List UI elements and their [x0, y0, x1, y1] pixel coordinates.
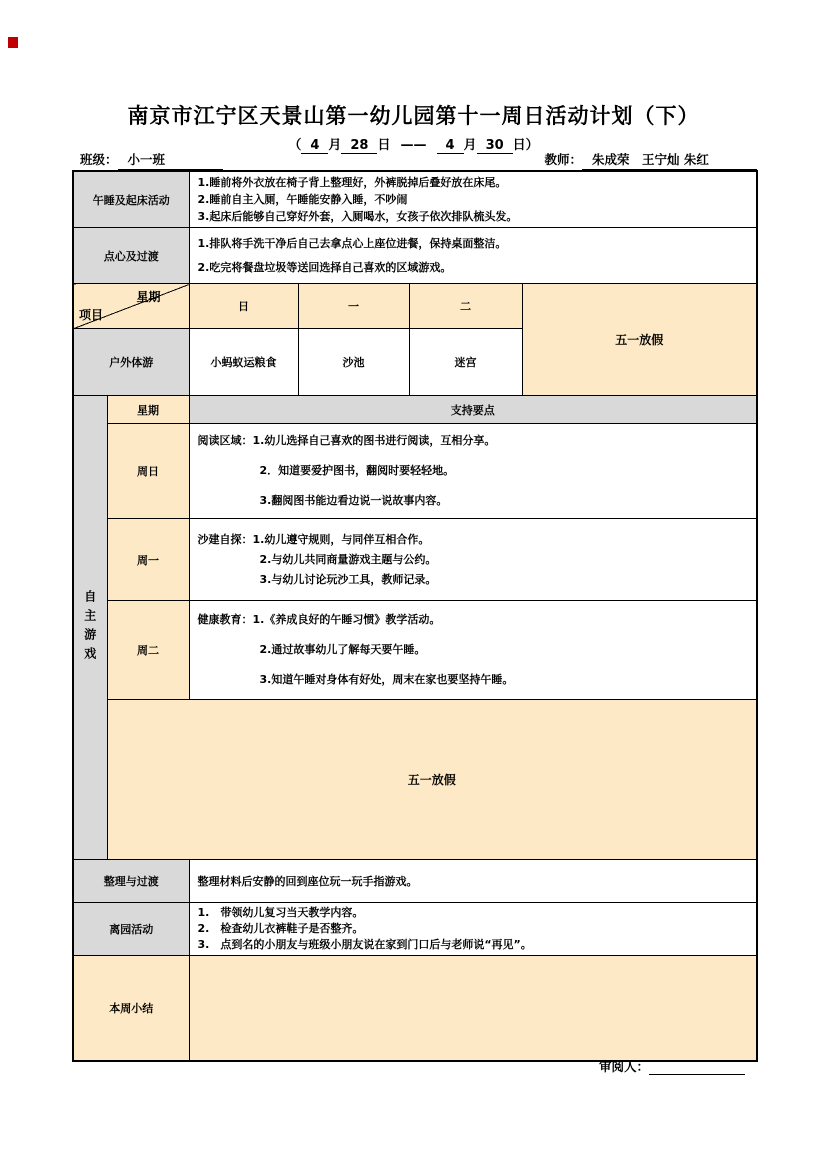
table-row: [73, 424, 757, 519]
class-value: 小一班: [118, 150, 223, 170]
tuesday-line: 2.通过故事幼儿了解每天要午睡。: [259, 643, 426, 656]
info-row: [80, 150, 757, 170]
leave-content: [189, 903, 757, 956]
tidy-content: [189, 860, 757, 903]
corner-item-label: 项目: [79, 308, 104, 322]
month2-value: 4: [437, 138, 464, 154]
month1-label: 月: [328, 138, 342, 153]
teacher-field: [544, 150, 757, 170]
month1-value: 4: [301, 138, 328, 154]
table-row: [73, 700, 757, 860]
holiday-cell-top: 五一放假: [522, 284, 757, 396]
leave-line: 1. 带领幼儿复习当天教学内容。: [197, 906, 364, 919]
tuesday-content: [189, 601, 757, 700]
leave-line: 2. 检查幼儿衣裤鞋子是否整齐。: [197, 922, 364, 935]
summary-content: [189, 956, 757, 1061]
monday-line: 沙建自探：1.幼儿遵守规则，与同伴互相合作。: [197, 532, 430, 546]
day2-value: 30: [477, 138, 513, 154]
nap-line: 1.睡前将外衣放在椅子背上整理好，外裤脱掉后叠好放在床尾。: [197, 176, 507, 189]
day1-label: 日: [377, 138, 391, 153]
tuesday-line: 健康教育：1.《养成良好的午睡习惯》教学活动。: [197, 613, 441, 626]
page-title: 南京市江宁区天景山第一幼儿园第十一周日活动计划（下）: [127, 104, 700, 128]
day-header-sun: 日: [189, 284, 298, 329]
outdoor-activity-sun: 小蚂蚁运粮食: [189, 329, 298, 396]
nap-label: 午睡及起床活动: [73, 171, 189, 228]
reviewer-label: 审阅人：: [599, 1059, 650, 1074]
sunday-line: 2．知道要爱护图书，翻阅时要轻轻地。: [259, 464, 455, 477]
month2-label: 月: [463, 138, 477, 153]
monday-line: 3.与幼儿讨论玩沙工具，教师记录。: [259, 572, 437, 586]
nap-line: 3.起床后能够自己穿好外套，入厕喝水，女孩子依次排队梳头发。: [197, 210, 518, 223]
autonomous-vertical-label: [73, 396, 107, 860]
monday-content: [189, 519, 757, 601]
holiday-cell-big: 五一放假: [107, 700, 757, 860]
table-row: [73, 171, 757, 228]
day-header-mon: 一: [298, 284, 409, 329]
outdoor-label: 户外体游: [73, 329, 189, 396]
sunday-label: 周日: [107, 424, 189, 519]
table-row: [73, 601, 757, 700]
day-header-tue: 二: [409, 284, 522, 329]
tidy-line: 整理材料后安静的回到座位玩一玩手指游戏。: [197, 874, 418, 888]
class-field: [80, 150, 223, 170]
day2-label: 日）: [512, 138, 539, 153]
table-row: [73, 860, 757, 903]
diagonal-header-cell: [73, 284, 189, 329]
sunday-line: 阅读区域：1.幼儿选择自己喜欢的图书进行阅读，互相分享。: [197, 434, 496, 447]
sunday-line: 3.翻阅图书能边看边说一说故事内容。: [259, 494, 448, 507]
summary-label: 本周小结: [73, 956, 189, 1061]
teacher-label: 教师：: [544, 152, 582, 167]
activity-plan-table: [72, 170, 758, 1062]
teacher-value: 朱成荣 王宁灿 朱红: [582, 150, 757, 170]
snack-line: 2.吃完将餐盘垃圾等送回选择自己喜欢的区域游戏。: [197, 260, 452, 274]
monday-label: 周一: [107, 519, 189, 601]
snack-label: 点心及过渡: [73, 228, 189, 284]
snack-line: 1.排队将手洗干净后自己去拿点心上座位进餐，保持桌面整洁。: [197, 236, 507, 250]
table-row: [73, 956, 757, 1061]
monday-line: 2.与幼儿共同商量游戏主题与公约。: [259, 552, 437, 566]
nap-line: 2.睡前自主入厕，午睡能安静入睡，不吵闹: [197, 193, 408, 206]
corner-week-label: 星期: [136, 290, 161, 304]
table-row: [73, 519, 757, 601]
red-marker: [8, 37, 18, 48]
table-row: [73, 903, 757, 956]
week-header: 星期: [107, 396, 189, 424]
table-row: [73, 228, 757, 284]
tuesday-label: 周二: [107, 601, 189, 700]
table-row: [73, 284, 757, 329]
reviewer-blank-line: [649, 1062, 745, 1075]
sunday-content: [189, 424, 757, 519]
paren-open: （: [288, 138, 302, 153]
leave-line: 3. 点到名的小朋友与班级小朋友说在家到门口后与老师说“再见”。: [197, 938, 532, 951]
nap-content: [189, 171, 757, 228]
date-dash: ——: [400, 138, 427, 153]
leave-label: 离园活动: [73, 903, 189, 956]
day1-value: 28: [341, 138, 377, 154]
tuesday-line: 3.知道午睡对身体有好处，周末在家也要坚持午睡。: [259, 673, 514, 686]
tidy-label: 整理与过渡: [73, 860, 189, 903]
outdoor-activity-tue: 迷宫: [409, 329, 522, 396]
reviewer-field: [599, 1057, 745, 1075]
points-header: 支持要点: [189, 396, 757, 424]
outdoor-activity-mon: 沙池: [298, 329, 409, 396]
autonomous-label-text: 自主游戏: [82, 589, 97, 666]
table-row: [73, 396, 757, 424]
class-label: 班级：: [80, 152, 118, 167]
snack-content: [189, 228, 757, 284]
